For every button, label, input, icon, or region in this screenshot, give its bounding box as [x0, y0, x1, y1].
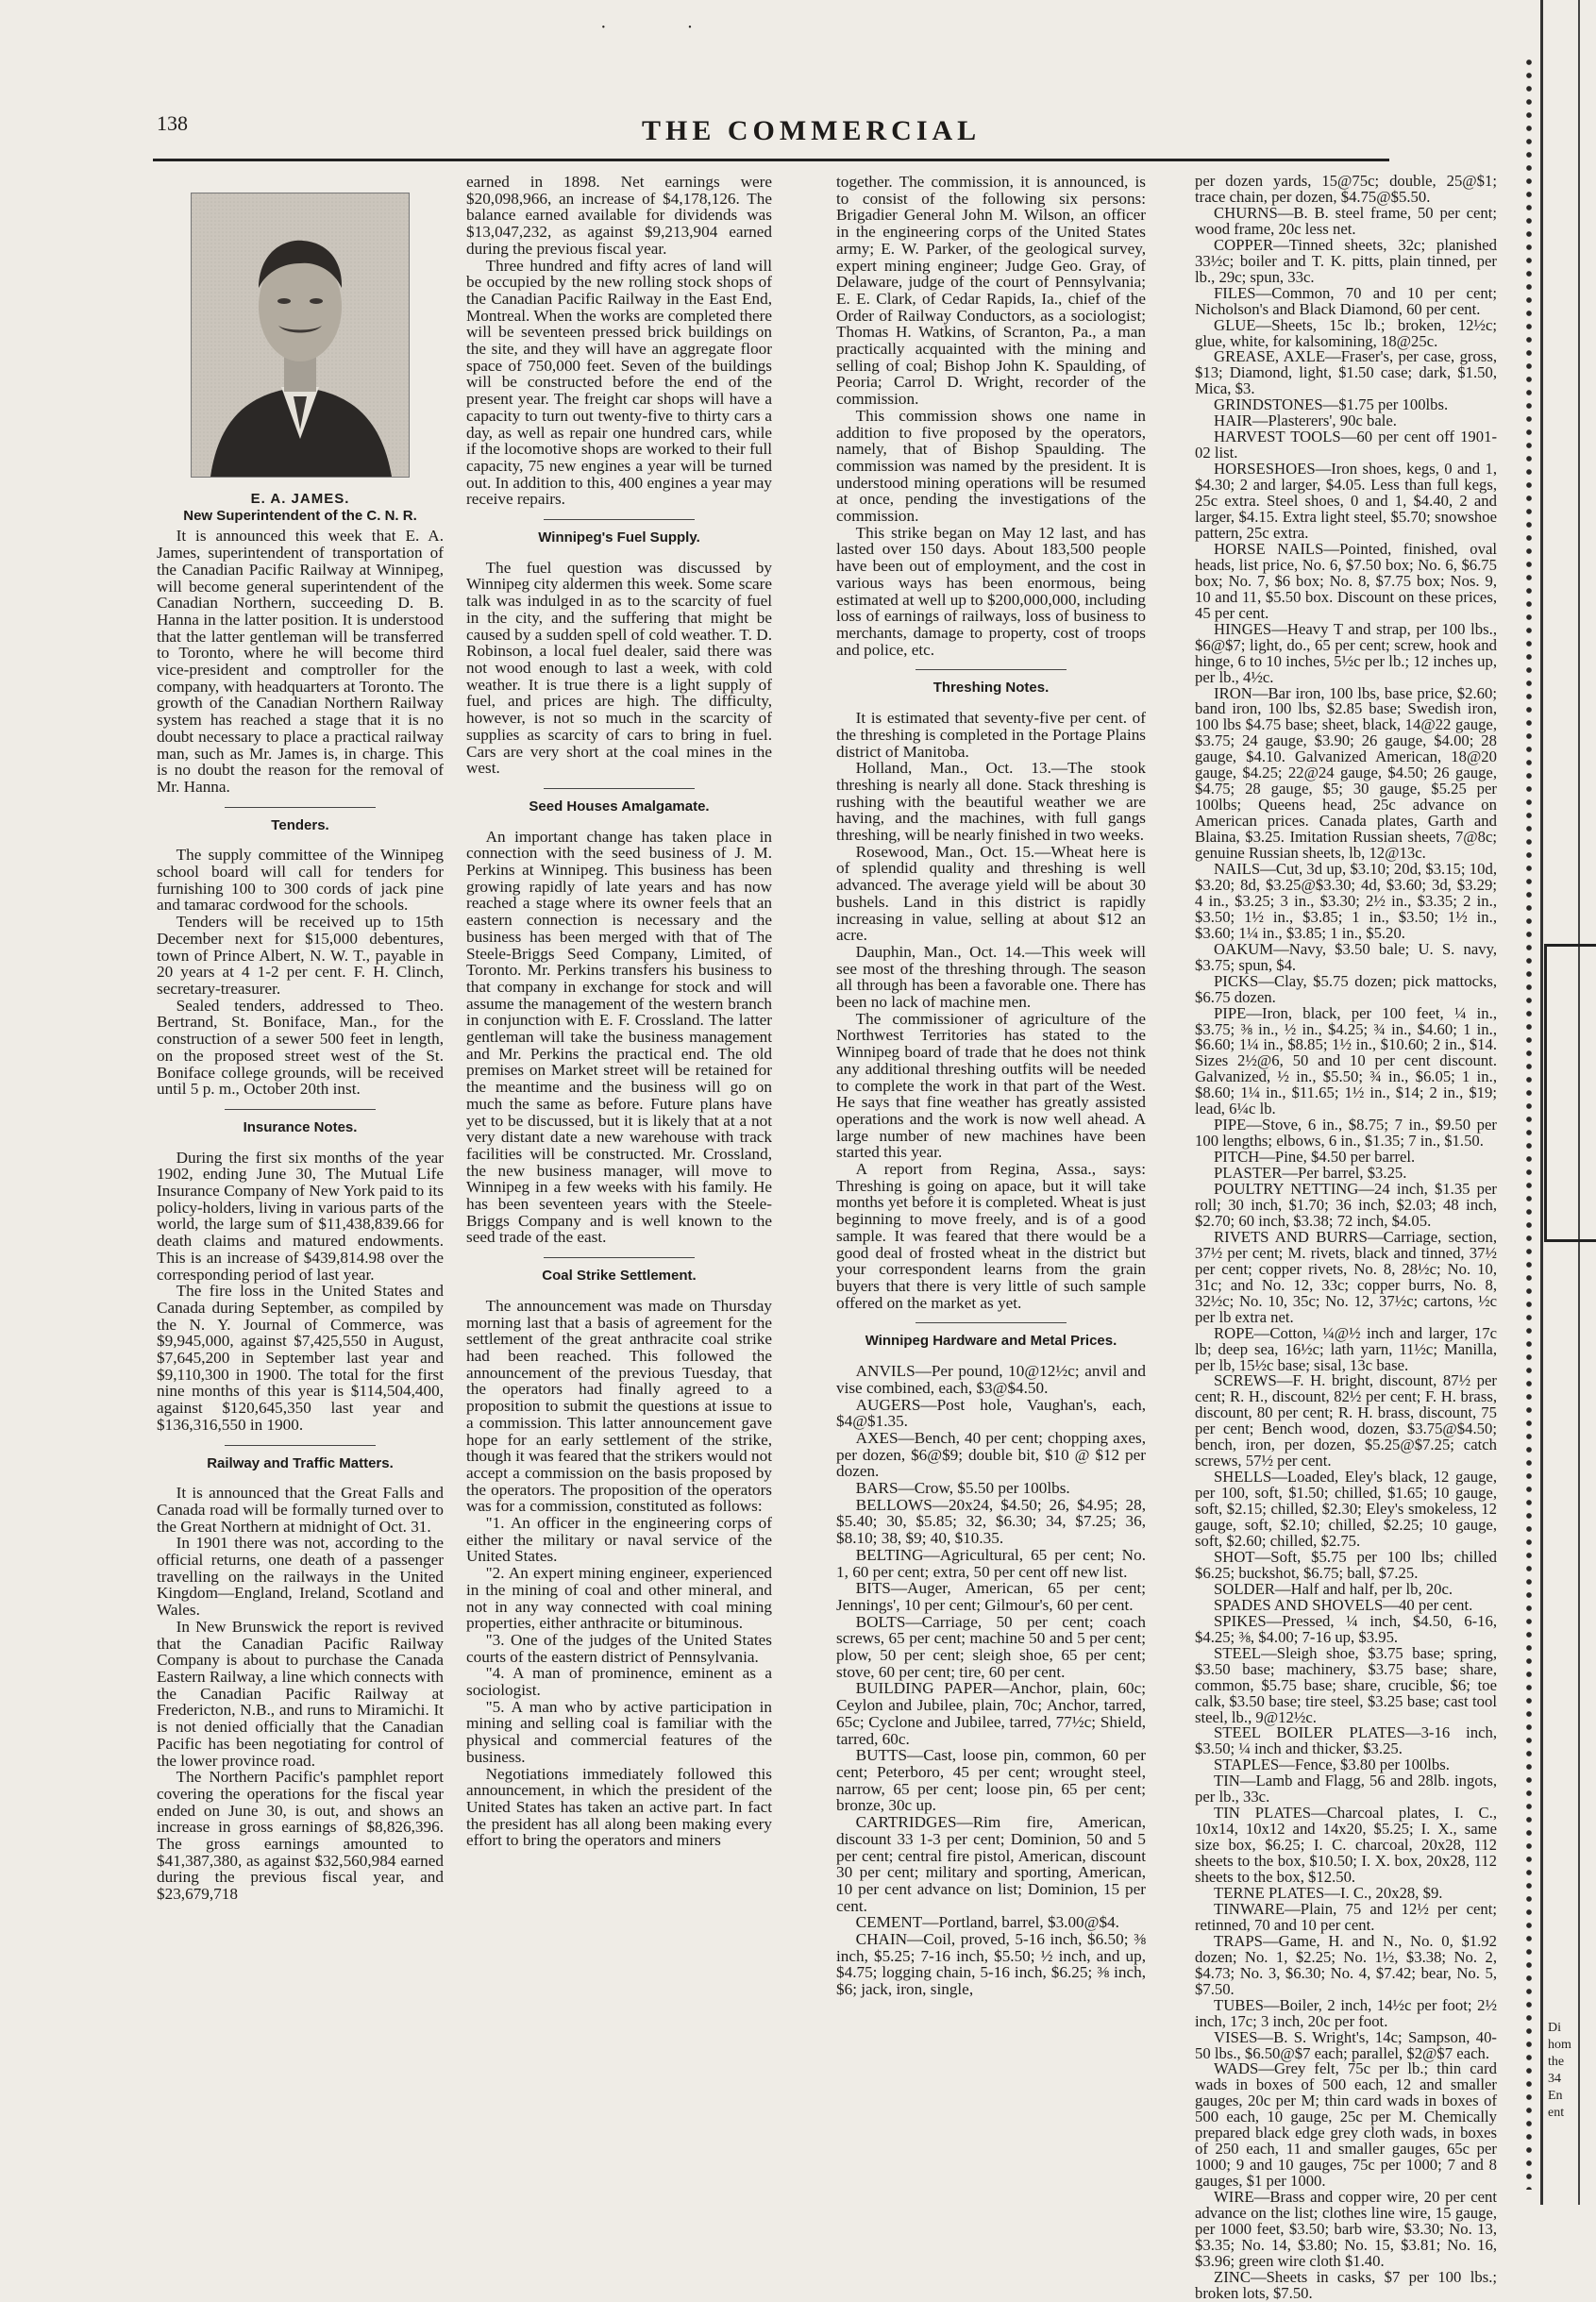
hardware-item: BELLOWS—20x24, $4.50; 26, $4.95; 28, $5.40; 30, $5.85; 32, $6.30; 34, $7.25; 36, $8.10; 38, $9; 40, $10.35. — [836, 1495, 1146, 1548]
hardware-item: PITCH—Pine, $4.50 per barrel. — [1214, 1148, 1416, 1167]
hardware-item: COPPER—Tinned sheets, 32c; planished 33½c; boiler and T. K. pitts, plain tinned, per lb., 29c; spun, 33c. — [1195, 235, 1497, 286]
hardware-item: PICKS—Clay, $5.75 dozen; pick mattocks, $6.75 dozen. — [1195, 971, 1497, 1006]
threshing-paragraph-1: It is estimated that seventy-five per cent. of the threshing is completed in the Portage Plains district of Manitoba. — [836, 709, 1146, 761]
column-divider — [225, 1109, 376, 1110]
hardware-item: WADS—Grey felt, 75c per lb.; thin card wads in boxes of 500 each, 12 and smaller gauges, 20c per M; thin card wads in boxes of 500 each, 10 gauge, 25c per M. Chemically prepared black edge grey cloth wads, in boxes of 250 each, 11 and smaller gauges, 65c per 1000; 9 and 10 gauges, 75c per 1000; 7 and 8 gauges, $1 per 1000. — [1195, 2059, 1497, 2191]
coal-paragraph-9: This strike began on May 12 last, and has lasted over 150 days. About 183,500 people have been out of employment, and the cost in various ways has been enormous, being estimated at well up to $200,000,000, including loss of earnings of railways, loss of business to merchants, damage to property, cost of troops and police, etc. — [836, 523, 1146, 659]
column-divider — [544, 519, 695, 520]
hardware-item: CHURNS—B. B. steel frame, 50 per cent; wood frame, 20c less net. — [1195, 203, 1497, 238]
seed-paragraph: An important change has taken place in connection with the seed business of J. M. Perkins at Winnipeg. This business has been growing rapidly of late years and has now reached a stage where its owner feels that an eastern connection is necessary and the business has been merged with that of The Steele-Briggs Seed Company, Limited, of Toronto. Mr. Perkins transfers his business to that company in exchange for stock and will assume the management of the western branch in conjunction with E. F. Crossland. The latter gentleman will take the business management and Mr. Perkins the practical end. The old premises on Market street will be retained for the meantime and the business will go on much the same as before. Future plans have yet to be discussed, but it is likely that at a not very distant date a new warehouse with track facilities will be constructed. Mr. Crossland, the new business manager, will move to Winnipeg in a few weeks with his family. He has been seventeen years with the Steele-Briggs Company and is well known to the seed trade of the east. — [466, 827, 772, 1247]
hardware-item: SPADES AND SHOVELS—40 per cent. — [1214, 1595, 1473, 1614]
page-number: 138 — [157, 111, 188, 135]
hardware-item: CHAIN—Coil, proved, 5-16 inch, $6.50; ⅜ inch, $5.25; 7-16 inch, $5.50; ½ inch, and up, $4.75; logging chain, 5-16 inch, $6.25; ⅜ inch, $6; jack, iron, single, — [836, 1930, 1146, 1999]
hardware-item: GREASE, AXLE—Fraser's, per case, gross, $13; Diamond, light, $1.50 case; dark, $1.50, Mica, $3. — [1195, 347, 1497, 398]
hardware-item: IRON—Bar iron, 100 lbs, base price, $2.60; band iron, 100 lbs, $2.85 base; Swedish iron, 100 lbs $4.75 base; sheet, black, 14@22 gauge, $3.75; 24 gauge, $3.90; 26 gauge, $4.00; 28 gauge, $4.10. Galvanized American, 18@20 gauge, $4.25; 22@24 gauge, $4.50; 26 gauge, $4.75; 28 gauge, $5; 30 gauge, $5.25 per 100lbs; Queens head, 25c advance on American prices. Canada plates, Garth and Blaina, $3.25. Imitation Russian sheets, 7@8c; genuine Russian sheets, lb, 12@13c. — [1195, 683, 1497, 863]
hardware-item: TRAPS—Game, H. and N., No. 0, $1.92 dozen; No. 1, $2.25; No. 1½, $3.38; No. 2, $4.73; No. 3, $6.30; No. 4, $7.42; bear, No. 5, $7.50. — [1195, 1931, 1497, 1998]
column-2 — [466, 174, 772, 2133]
coal-continuation: together. The commission, it is announced, is to consist of the following six persons: Brigadier General John M. Wilson, an officer in the engineering corps of the United States army; E. W. Parker, of the geological survey, expert mining engineer; Judge Geo. Gray, of Delaware, judge of the court of Pennsylvania; E. E. Clark, of Cedar Rapids, Ia., chief of the Order of Railway Conductors, as a sociologist; Thomas H. Watkins, of Scranton, Pa., a man practically acquainted with the mining and selling of coal; Bishop John K. Spaulding, of Peoria; Carrol D. Wright, recorder of the commission. — [836, 173, 1146, 409]
railway-paragraph-3: In New Brunswick the report is revived that the Canadian Pacific Railway Company is about to purchase the Canada Eastern Railway, a line which connects with the Canadian Pacific Railway at Fredericton, N.B., and runs to Miramichi. It is not denied officially that the Canadian Pacific has been negotiating for control of the lower province road. — [157, 1617, 444, 1770]
hardware-item: PIPE—Iron, black, per 100 feet, ¼ in., $3.75; ⅜ in., ½ in., $4.25; ¾ in., $4.60; 1 in., $6.60; 1¼ in., $8.85; 1½ in., $10.60; 2 in., $14. Sizes 2½@6, 50 and 10 per cent discount. Galvanized, ½ in., $5.50; ¾ in., $6.05; 1 in., $8.60; 1¼ in., $11.65; 1½ in., $14; 2 in., $19; lead, 6¼c lb. — [1195, 1003, 1497, 1118]
column-1 — [157, 170, 444, 2058]
hardware-item: FILES—Common, 70 and 10 per cent; Nicholson's and Black Diamond, 60 per cent. — [1195, 283, 1497, 318]
coal-paragraph-8: This commission shows one name in addition to five proposed by the operators, namely, that of Bishop Spaulding. The commission was named by the president. It is understood mining operations will be resumed at once, pending the investigations of the commission. — [836, 406, 1146, 526]
hardware-item: CEMENT—Portland, barrel, $3.00@$4. — [855, 1913, 1119, 1932]
hardware-item: OAKUM—Navy, $3.50 bale; U. S. navy, $3.75; spun, $4. — [1195, 939, 1497, 974]
hardware-item: HAIR—Plasterers', 90c bale. — [1214, 412, 1397, 430]
hardware-item: AUGERS—Post hole, Vaughan's, each, $4@$1.35. — [836, 1395, 1146, 1431]
hardware-item: HINGES—Heavy T and strap, per 100 lbs., $6@$7; light, do., 65 per cent; screw, hook and hinge, 6 to 10 inches, 5½c per lb.; 12 inches up, per lb., 4½c. — [1195, 619, 1497, 686]
tenders-heading: Tenders. — [271, 816, 329, 833]
hardware-item: RIVETS AND BURRS—Carriage, section, 37½ per cent; M. rivets, black and tinned, 37½ per cent; copper rivets, No. 8, 28½c; No. 10, 31c; and No. 12, 33c; copper burrs, No. 8, 32½c; No. 10, 35c; No. 12, 37½c; cartons, ½c per lb extra net. — [1195, 1227, 1497, 1326]
edge-fragment: the — [1548, 2055, 1565, 2069]
hardware-item: AXES—Bench, 40 per cent; chopping axes, per dozen, $6@$9; double bit, $10 @ $12 per dozen. — [836, 1428, 1146, 1481]
hardware-item: TERNE PLATES—I. C., 20x28, $9. — [1214, 1883, 1443, 1902]
edge-fragment: En — [1548, 2089, 1563, 2103]
column-4 — [1195, 172, 1497, 2302]
portrait-photo — [191, 193, 410, 478]
column-divider — [916, 669, 1067, 670]
coal-paragraph-6: "5. A man who by active participation in mining and selling coal is familiar with the physical and commercial features of the business. — [466, 1697, 772, 1766]
hardware-item: HORSE NAILS—Pointed, finished, oval heads, list price, No. 6, $7.50 box; No. 6, $6.75 box; No. 7, $6 box; No. 8, $7.75 box; Nos. 9, 10 and 11, $5.50 box. Discount on these prices, 45 per cent. — [1195, 539, 1497, 622]
hardware-item: per dozen yards, 15@75c; double, 25@$1; trace chain, per dozen, $4.75@$5.50. — [1195, 172, 1497, 206]
seed-heading: Seed Houses Amalgamate. — [529, 798, 710, 815]
threshing-paragraph-6: A report from Regina, Assa., says: Threshing is going on apace, but it will take months yet before it is completed. Wheat is just beginning to move freely, and is of a good sample. It was feared that there would be a good deal of frosted wheat in the district but your correspondent learns from the grain buyers that there is very little of such sample offered on the market as yet. — [836, 1160, 1146, 1312]
column-3 — [836, 174, 1146, 2156]
top-specks: · · — [600, 17, 731, 38]
column-divider — [544, 1257, 695, 1258]
railway-continuation: earned in 1898. Net earnings were $20,098,966, an increase of $4,178,126. The balance earned available for dividends was $13,047,232, as against $9,213,904 earned during the previous fiscal year. — [466, 173, 772, 258]
hardware-item: ROPE—Cotton, ¼@½ inch and larger, 17c lb; deep sea, 16½c; lath yarn, 11½c; Manilla, per lb, 15½c base; sisal, 13c base. — [1195, 1323, 1497, 1374]
hardware-item: SHELLS—Loaded, Eley's black, 12 gauge, per 100, soft, $1.50; chilled, $1.65; 10 gauge, soft, $2.15; chilled, $2.30; Eley's smokeless, 12 gauge, soft, $2.10; chilled, $2.25; 10 gauge, soft, $2.60; chilled, $2.75. — [1195, 1468, 1497, 1551]
hardware-item: PIPE—Stove, 6 in., $8.75; 7 in., $9.50 per 100 lengths; elbows, 6 in., $1.35; 7 in., $1.50. — [1195, 1116, 1497, 1151]
edge-fragment: hom — [1548, 2038, 1571, 2052]
threshing-paragraph-2: Holland, Man., Oct. 13.—The stook threshing is nearly all done. Stack threshing is rushing with the beautiful weather we are having, and the machines, with full gangs threshing, will be nearly finished in two weeks. — [836, 759, 1146, 845]
hardware-item: TINWARE—Plain, 75 and 12½ per cent; retinned, 70 and 10 per cent. — [1195, 1899, 1497, 1934]
hardware-item: VISES—B. S. Wright's, 14c; Sampson, 40-50 lbs., $6.50@$7 each; parallel, $2@$7 each. — [1195, 2027, 1497, 2062]
threshing-paragraph-5: The commissioner of agriculture of the Northwest Territories has stated to the Winnipeg board of trade that he does not think any additional threshing outfits will be needed to complete the work in that part of the West. He says that fine weather has greatly assisted operations and the work is now well ahead. A large number of new machines have been started this year. — [836, 1009, 1146, 1162]
hardware-item: STEEL—Sleigh shoe, $3.75 base; spring, $3.50 base; machinery, $3.75 base; share, common, $5.75 base; share, crucible, $6; toe calk, $3.50 base; tire steel, $3.25 base; cast tool steel, lb., 9@12½c. — [1195, 1643, 1497, 1726]
hardware-item: TIN PLATES—Charcoal plates, I. C., 10x14, 10x12 and 14x20, $5.25; I. X., same size box, $6.25; I. C. charcoal, 20x28, 112 sheets to the box, $10.50; I. X. box, 20x28, 112 sheets to the box, $12.50. — [1195, 1804, 1497, 1887]
hardware-item: TIN—Lamb and Flagg, 56 and 28lb. ingots, per lb., 33c. — [1195, 1772, 1497, 1806]
hardware-item: SCREWS—F. H. bright, discount, 87½ per cent; R. H., discount, 82½ per cent; F. H. brass, discount, 80 per cent; R. H. brass, discount, 75 per cent; Bench wood, dozen, $3.75@$4.50; bench, iron, per dozen, $5.25@$7.25; catch screws, 57½ per cent. — [1195, 1371, 1497, 1470]
hardware-item: GRINDSTONES—$1.75 per 100lbs. — [1214, 395, 1449, 414]
fuel-heading: Winnipeg's Fuel Supply. — [538, 529, 700, 546]
fuel-paragraph: The fuel question was discussed by Winnipeg city aldermen this week. Some scare talk was indulged in as to the scarcity of fuel in the city, and the suffering that might be caused by a sudden spell of cold weather. T. D. Robinson, a local fuel dealer, said there was not wood enough to last a week, with cold weather. It is true there is a light supply of fuel, and prices are high. The difficulty, however, is not so much in the scarcity of supplies as scarcity of cars to bring in fuel. Cars are very short at the coal mines in the west. — [466, 558, 772, 778]
hardware-item: CARTRIDGES—Rim fire, American, discount 33 1-3 per cent; Dominion, 50 and 5 per cent; central fire pistol, American, discount 30 per cent; military and sporting, American, 10 per cent advance on list; Dominion, 15 per cent. — [836, 1813, 1146, 1915]
insurance-paragraph-1: During the first six months of the year 1902, ending June 30, The Mutual Life Insurance Company of New York paid to its policy-holders, living in various parts of the world, the large sum of $11,438,839.66 for death claims and matured endowments. This is an increase of $439,814.98 over the corresponding period of last year. — [157, 1148, 444, 1284]
hardware-item: POULTRY NETTING—24 inch, $1.35 per roll; 30 inch, $1.70; 36 inch, $2.03; 48 inch, $2.70; 60 inch, $3.38; 72 inch, $4.05. — [1195, 1180, 1497, 1230]
railway-paragraph-5: Three hundred and fifty acres of land will be occupied by the new rolling stock shops of the Canadian Pacific Railway in the East End, Montreal. When the works are completed there will be seventeen pressed brick buildings on the site, and they will have an aggregate floor space of 750,000 feet. Seven of the buildings will be constructed before the end of the present year. The freight car shops will have a capacity to turn out twenty-five to thirty cars a day, as well as repair one hundred cars, while if the locomotive shops are worked to their full capacity, 75 new engines a year will be turned out. In addition to this, 400 engines a year may receive repairs. — [466, 256, 772, 509]
coal-heading: Coal Strike Settlement. — [542, 1268, 697, 1285]
portrait-caption-subtitle: New Superintendent of the C. N. R. — [183, 507, 417, 524]
coal-paragraph-2: "1. An officer in the engineering corps of either the military or naval service of the United States. — [466, 1514, 772, 1566]
hardware-item: SPIKES—Pressed, ¼ inch, $4.50, 6-16, $4.25; ⅜, $4.00; 7-16 up, $3.95. — [1195, 1611, 1497, 1646]
coal-paragraph-7: Negotiations immediately followed this announcement, in which the president of the United States has taken an active part. In fact the president has all along been making every effort to bring the operators and miners — [466, 1764, 772, 1850]
james-article: It is announced this week that E. A. James, superintendent of transportation of the Canadian Pacific Railway at Winnipeg, will become general superintendent of the Canadian Northern, succeeding D. B. Hanna in the latter position. It is understood that the latter gentleman will be transferred to Toronto, where he will become third vice-president and comptroller for the company, with headquarters at Toronto. The growth of the Canadian Northern Railway system has reached a stage that it is no doubt necessary to place a practical railway man, such as Mr. James is, in charge. This is no doubt the reason for the removal of Mr. Hanna. — [157, 527, 444, 796]
hardware-item: BARS—Crow, $5.50 per 100lbs. — [855, 1479, 1070, 1498]
edge-fragment: ent — [1548, 2106, 1565, 2120]
coal-paragraph-3: "2. An expert mining engineer, experienced in the mining of coal and other mineral, and not in any way connected with coal mining properties, either anthracite or bituminous. — [466, 1564, 772, 1633]
adjacent-page-box — [1544, 944, 1596, 1242]
masthead-title: THE COMMERCIAL — [642, 115, 982, 146]
hardware-item: TUBES—Boiler, 2 inch, 14½c per foot; 2½ inch, 17c; 3 inch, 20c per foot. — [1195, 1995, 1497, 2030]
tenders-paragraph-2: Tenders will be received up to 15th December next for $15,000 debentures, town of Prince Albert, N. W. T., payable in 20 years at 4 1-2 per cent. F. H. Clinch, secretary-treasurer. — [157, 913, 444, 998]
hardware-item: SHOT—Soft, $5.75 per 100 lbs; chilled $6.25; buckshot, $6.75; ball, $7.25. — [1195, 1547, 1497, 1582]
portrait-illustration — [192, 193, 409, 477]
railway-paragraph-4: The Northern Pacific's pamphlet report covering the operations for the fiscal year ended on June 30, is out, and shows an increase in gross earnings of $8,826,396. The gross earnings amounted to $41,387,380, as against $32,560,984 earned during the previous fiscal year, and $23,679,718 — [157, 1768, 444, 1904]
tenders-paragraph-3: Sealed tenders, addressed to Theo. Bertrand, St. Boniface, Man., for the construction of a sewer 500 feet in length, on the proposed street west of the St. Boniface college grounds, will be received until 5 p. m., October 20th inst. — [157, 996, 444, 1099]
portrait-caption-name: E. A. JAMES. — [250, 491, 350, 507]
hardware-item: BUILDING PAPER—Anchor, plain, 60c; Ceylon and Jubilee, plain, 70c; Anchor, tarred, 65c; Cyclone and Jubilee, tarred, 77½c; Shield, tarred, 60c. — [836, 1679, 1146, 1748]
column-divider — [225, 807, 376, 808]
hardware-item: BITS—Auger, American, 65 per cent; Jennings', 10 per cent; Gilmour's, 60 per cent. — [836, 1579, 1146, 1614]
insurance-paragraph-2: The fire loss in the United States and Canada during September, as compiled by the N. Y. Journal of Commerce, was $9,945,000, against $7,425,550 in August, $7,645,200 in September last year and $9,110,300 in 1900. The total for the first nine months of this year is $114,504,400, against $120,645,350 last year and $136,316,550 in 1900. — [157, 1282, 444, 1434]
hardware-item: BOLTS—Carriage, 50 per cent; coach screws, 65 per cent; machine 50 and 5 per cent; plow, 50 per cent; sleigh shoe, 65 per cent; stove, 60 per cent; tire, 60 per cent. — [836, 1612, 1146, 1681]
hardware-item: NAILS—Cut, 3d up, $3.10; 20d, $3.15; 10d, $3.20; 8d, $3.25@$3.30; 4d, $3.60; 3d, $3.29; 4 in., $3.25; 3 in., $3.30; 2½ in., $3.35; 2 in., $3.50; 1½ in., $3.85; 1 in., $3.50; 1½ in., $3.60; 1¼ in., $3.85; 1 in., $5.20. — [1195, 859, 1497, 942]
edge-fragment: 34 — [1548, 2072, 1561, 2086]
masthead-rule — [153, 159, 1389, 161]
hardware-item: SOLDER—Half and half, per lb, 20c. — [1214, 1579, 1453, 1598]
threshing-paragraph-3: Rosewood, Man., Oct. 15.—Wheat here is of splendid quality and threshing is well advanced. The average yield will be about 30 bushels. Land in this district is rapidly increasing in value, selling at about $12 an acre. — [836, 842, 1146, 945]
threshing-paragraph-4: Dauphin, Man., Oct. 14.—This week will see most of the threshing through. The season all through has been a favorable one. There has been no lack of machine men. — [836, 942, 1146, 1012]
hardware-item: PLASTER—Per barrel, $3.25. — [1214, 1164, 1407, 1183]
hardware-item: ZINC—Sheets in casks, $7 per 100 lbs.; broken lots, $7.50. — [1195, 2267, 1497, 2302]
edge-fragment: Di — [1548, 2021, 1561, 2035]
ornamental-border — [1523, 57, 1535, 2190]
hardware-item: STEEL BOILER PLATES—3-16 inch, $3.50; ¼ inch and thicker, $3.25. — [1195, 1723, 1497, 1758]
coal-paragraph-5: "4. A man of prominence, eminent as a sociologist. — [466, 1664, 772, 1700]
adjacent-page-text — [1548, 2020, 1593, 2122]
hardware-item: HORSESHOES—Iron shoes, kegs, 0 and 1, $4.30; 2 and larger, $4.05. Less than full kegs, 25c extra. Steel shoes, 0 and 1, $4.40, 2 and larger, $4.15. Extra light steel, $5.70; snowshoe pattern, 25c extra. — [1195, 460, 1497, 542]
coal-paragraph-1: The announcement was made on Thursday morning last that a basis of agreement for the settlement of the great anthracite coal strike had been reached. This followed the announcement of the previous Tuesday, that the operators had finally agreed to a proposition to submit the questions at issue to a commission. This latter announcement gave hope for an early settlement of the strike, though it was feared that the strikers would not accept a commission on the basis proposed by the operators. The proposition of the operators was for a commission, constituted as follows: — [466, 1296, 772, 1516]
hardware-heading: Winnipeg Hardware and Metal Prices. — [865, 1333, 1117, 1350]
railway-paragraph-1: It is announced that the Great Falls and Canada road will be formally turned over to the Great Northern at midnight of Oct. 31. — [157, 1484, 444, 1536]
hardware-item: GLUE—Sheets, 15c lb.; broken, 12½c; glue, white, for kalsomining, 18@25c. — [1195, 315, 1497, 350]
hardware-item: BUTTS—Cast, loose pin, common, 60 per cent; Peterboro, 45 per cent; wrought steel, narrow, 65 per cent; loose pin, 65 per cent; bronze, 30c up. — [836, 1746, 1146, 1815]
hardware-item: WIRE—Brass and copper wire, 20 per cent advance on the list; clothes line wire, 15 gauge, per 1000 feet, $3.50; barb wire, $3.30; No. 13, $3.35; No. 14, $3.80; No. 15, $3.81; No. 16, $3.96; green wire cloth $1.40. — [1195, 2188, 1497, 2270]
tenders-paragraph-1: The supply committee of the Winnipeg school board will call for tenders for furnishing 100 to 300 cords of jack pine and tamarac cordwood for the schools. — [157, 846, 444, 915]
coal-paragraph-4: "3. One of the judges of the United States courts of the eastern district of Pennsylvania. — [466, 1630, 772, 1666]
hardware-item: BELTING—Agricultural, 65 per cent; No. 1, 60 per cent; extra, 50 per cent off new list. — [836, 1545, 1146, 1581]
hardware-item: HARVEST TOOLS—60 per cent off 1901-02 list. — [1195, 428, 1497, 462]
page-frame-line — [1540, 0, 1543, 2205]
column-divider — [225, 1445, 376, 1446]
insurance-heading: Insurance Notes. — [243, 1118, 358, 1135]
threshing-heading: Threshing Notes. — [932, 680, 1050, 697]
hardware-item: ANVILS—Per pound, 10@12½c; anvil and vise combined, each, $3@$4.50. — [836, 1362, 1146, 1397]
railway-paragraph-2: In 1901 there was not, according to the official returns, one death of a passenger travelling on the railways in the United Kingdom—England, Ireland, Scotland and Wales. — [157, 1534, 444, 1620]
railway-heading: Railway and Traffic Matters. — [207, 1454, 394, 1471]
hardware-item: STAPLES—Fence, $3.80 per 100lbs. — [1214, 1756, 1450, 1774]
column-divider — [544, 788, 695, 789]
column-divider — [916, 1322, 1067, 1323]
